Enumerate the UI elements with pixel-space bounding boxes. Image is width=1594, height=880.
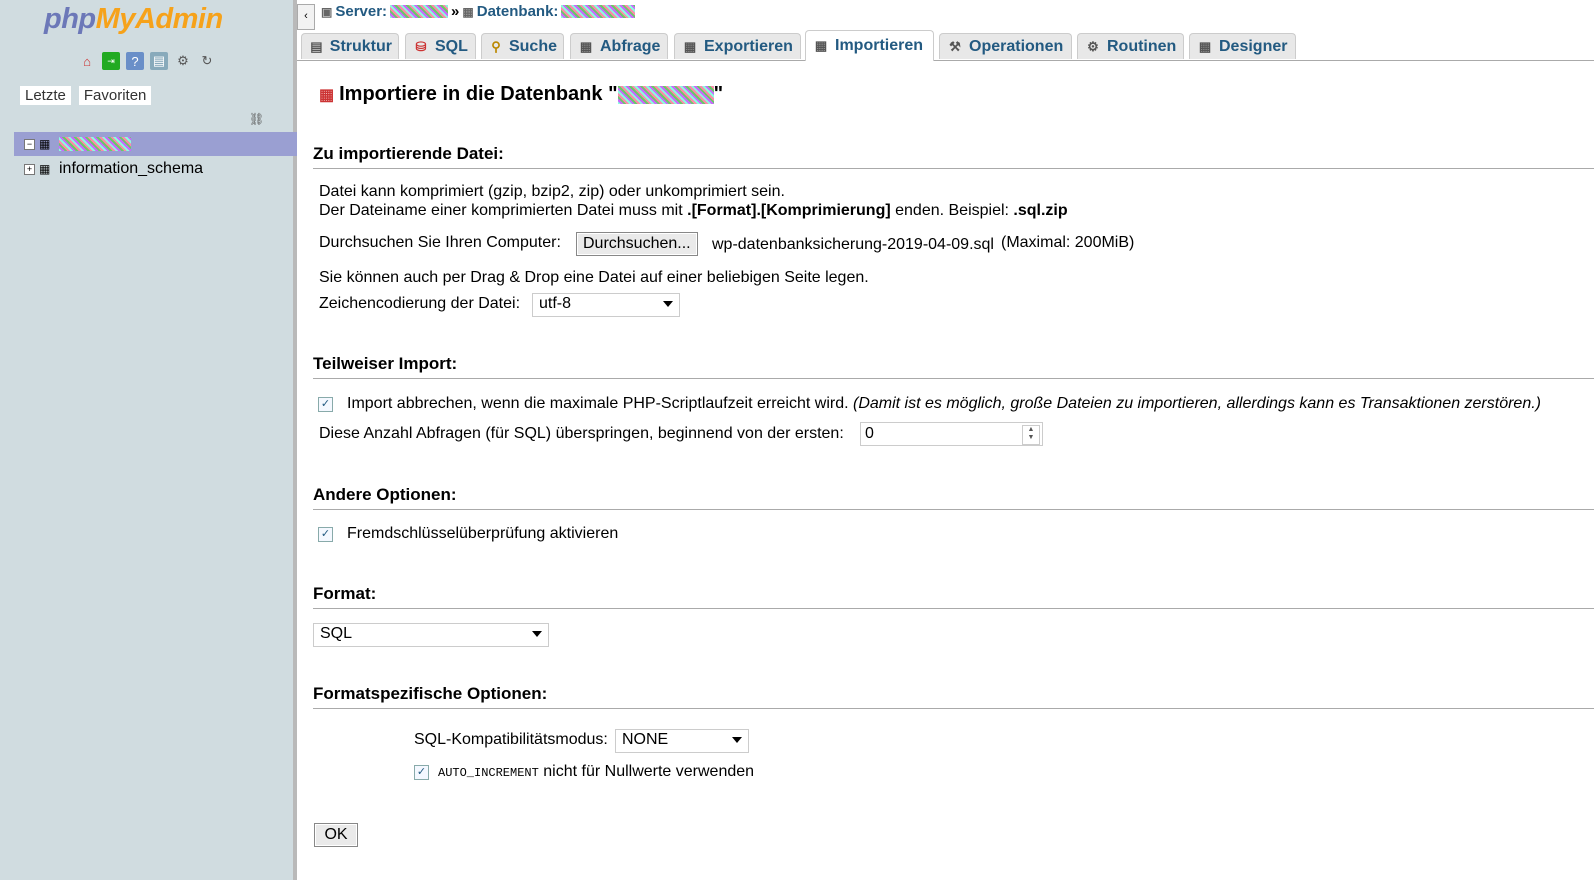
favorites-tab[interactable]: Favoriten	[79, 86, 152, 105]
auto-increment-checkbox[interactable]: ✓	[414, 765, 429, 780]
chevron-down-icon	[732, 737, 742, 743]
tab-suche[interactable]: ⚲ Suche	[481, 33, 564, 59]
database-icon: ▦	[39, 137, 51, 151]
charset-label: Zeichencodierung der Datei:	[319, 295, 521, 312]
charset-select[interactable]: utf-8	[532, 293, 680, 317]
browse-button[interactable]: Durchsuchen...	[576, 232, 698, 256]
collapse-icon[interactable]: −	[24, 139, 35, 150]
link-icon[interactable]: ⛓	[249, 112, 265, 126]
selected-filename: wp-datenbanksicherung-2019-04-09.sql	[712, 236, 994, 253]
tab-abfrage[interactable]: ▦ Abfrage	[570, 33, 668, 59]
recent-tab[interactable]: Letzte	[20, 86, 71, 105]
page-title: ▦ Importiere in die Datenbank " "	[319, 83, 724, 105]
home-icon[interactable]: ⌂	[83, 53, 91, 69]
tab-exportieren[interactable]: ▦ Exportieren	[674, 33, 801, 59]
import-form	[297, 61, 1594, 880]
format-options-heading: Formatspezifische Optionen:	[313, 684, 1594, 709]
breadcrumb-bar	[297, 0, 1594, 26]
expand-icon[interactable]: +	[24, 164, 35, 175]
server-icon: ▣	[321, 4, 333, 19]
skip-queries-input[interactable]: 0 ▲ ▼	[860, 422, 1043, 446]
tab-importieren[interactable]: ▦ Importieren	[805, 30, 934, 61]
filename-hint: Der Dateiname einer komprimierten Datei muss mit .[Format].[Komprimierung] enden. Beispiel: .sql.zip	[319, 202, 1068, 219]
file-section-heading: Zu importierende Datei:	[313, 144, 1594, 169]
search-icon: ⚲	[491, 38, 501, 54]
collapse-sidebar-button[interactable]: ‹	[297, 4, 315, 30]
format-heading: Format:	[313, 584, 1594, 609]
stepper-icon[interactable]: ▲ ▼	[1022, 425, 1040, 445]
chevron-down-icon	[532, 631, 542, 637]
reload-icon[interactable]: ↻	[201, 53, 213, 68]
navigation-sidebar	[0, 0, 297, 880]
tab-routinen[interactable]: ⚙ Routinen	[1077, 33, 1184, 59]
phpmyadmin-logo[interactable]: phpMyAdmin	[44, 3, 223, 35]
skip-queries-label: Diese Anzahl Abfragen (für SQL) überspringen, beginnend von der ersten:	[319, 425, 844, 442]
routines-icon: ⚙	[1087, 38, 1099, 54]
tab-sql[interactable]: ⛁ SQL	[405, 33, 476, 59]
auto-increment-label: AUTO_INCREMENT nicht für Nullwerte verwenden	[438, 763, 755, 780]
logout-icon[interactable]: ⇥	[102, 52, 120, 70]
tree-item-label[interactable]: information_schema	[59, 160, 204, 177]
foreign-key-checks-label: Fremdschlüsselüberprüfung aktivieren	[347, 525, 619, 542]
redacted-db-name	[561, 5, 635, 18]
redacted-db-name	[59, 137, 131, 151]
main-tabs	[297, 30, 1594, 61]
breadcrumb-server[interactable]: Server:	[335, 3, 388, 20]
tree-item-information-schema[interactable]	[14, 157, 297, 181]
structure-icon: ▤	[310, 38, 323, 54]
foreign-key-checks-checkbox[interactable]: ✓	[318, 527, 333, 542]
chevron-down-icon	[663, 301, 673, 307]
abort-on-timeout-label: Import abbrechen, wenn die maximale PHP-Scriptlaufzeit erreicht wird. (Damit ist es möglich, große Dateien zu importieren, allerdings kann es Transaktionen zerstören.)	[347, 395, 1541, 412]
format-select[interactable]: SQL	[313, 623, 549, 647]
tab-designer[interactable]: ▦ Designer	[1189, 33, 1296, 59]
tab-operationen[interactable]: ⚒ Operationen	[939, 33, 1072, 59]
ok-button[interactable]: OK	[314, 823, 358, 847]
database-icon: ▦	[462, 4, 474, 19]
compat-mode-select[interactable]: NONE	[615, 729, 749, 753]
partial-import-heading: Teilweiser Import:	[313, 354, 1594, 379]
sql-icon: ⛁	[415, 38, 427, 54]
compression-hint: Datei kann komprimiert (gzip, bzip2, zip) oder unkomprimiert sein.	[319, 183, 785, 200]
import-icon: ▦	[814, 38, 828, 53]
help-icon[interactable]: ?	[126, 52, 144, 70]
redacted-db-name	[618, 86, 714, 104]
dragdrop-hint: Sie können auch per Drag & Drop eine Datei auf einer beliebigen Seite legen.	[319, 269, 869, 286]
export-icon: ▦	[683, 38, 697, 54]
operations-icon: ⚒	[949, 38, 961, 54]
designer-icon: ▦	[1198, 38, 1212, 54]
abort-on-timeout-checkbox[interactable]: ✓	[318, 397, 333, 412]
breadcrumb-separator: »	[451, 3, 460, 20]
compat-mode-label: SQL-Kompatibilitätsmodus:	[414, 731, 608, 748]
quick-links	[78, 52, 216, 70]
breadcrumb-database[interactable]: Datenbank:	[476, 3, 559, 20]
settings-icon[interactable]: ⚙	[177, 53, 189, 68]
tree-item-current-db[interactable]	[14, 132, 297, 156]
database-icon: ▦	[39, 162, 51, 176]
import-icon: ▦	[319, 86, 335, 104]
tab-struktur[interactable]: ▤ Struktur	[301, 33, 399, 59]
docs-icon[interactable]: ▤	[150, 52, 168, 70]
breadcrumb	[321, 3, 635, 20]
browse-label: Durchsuchen Sie Ihren Computer:	[319, 234, 561, 251]
redacted-server-name	[390, 5, 448, 18]
query-icon: ▦	[579, 38, 593, 54]
other-options-heading: Andere Optionen:	[313, 485, 1594, 510]
max-size-note: (Maximal: 200MiB)	[1001, 234, 1135, 251]
